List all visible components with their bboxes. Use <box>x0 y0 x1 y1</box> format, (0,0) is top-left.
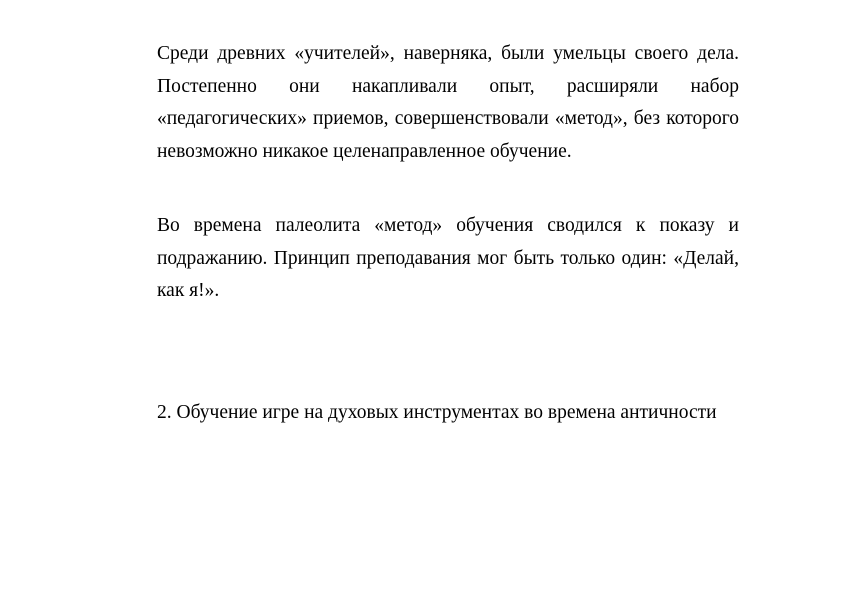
section-heading-wind-instruments: 2. Обучение игре на духовых инструментах во времена античности <box>157 402 717 423</box>
paragraph-ancient-teachers: Среди древних «учителей», наверняка, были умельцы своего дела. Постепенно они накапливали опыт, расширяли набор «педагогических» приемов, совершенствовали «метод», без которого невозможно никакое целенаправленное обучение. <box>157 43 739 162</box>
paragraph-paleolithic-method: Во времена палеолита «метод» обучения сводился к показу и подражанию. Принцип преподавания мог быть только один: «Делай, как я!». <box>157 215 739 301</box>
